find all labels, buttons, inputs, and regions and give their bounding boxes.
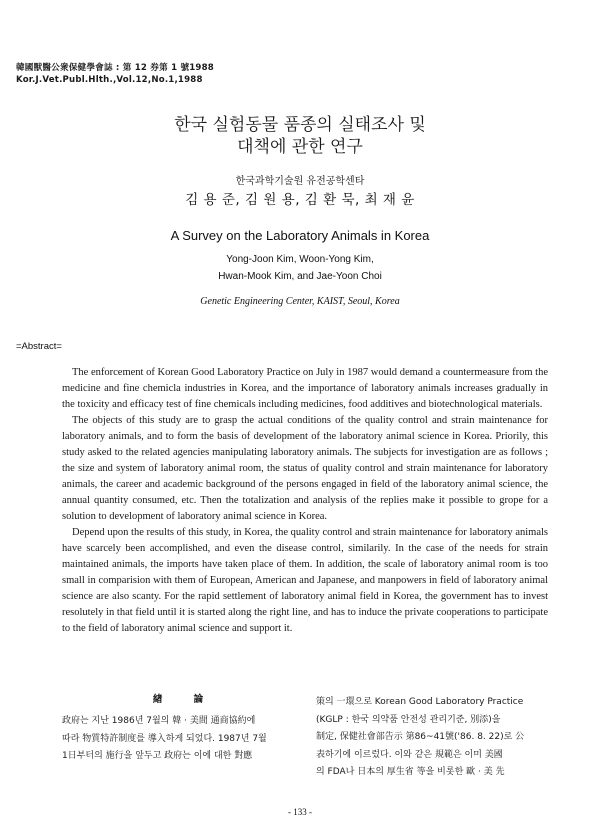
abstract-paragraph-1: The enforcement of Korean Good Laboratory Practice on July in 1987 would demand a countermeasure from the medicine and fine chemicla industries in Korea, and the importance of laboratory animals increases gradually in the toxicity and efficacy test of fine chemicals including medicines, food additives and biotechnological materials.: [62, 367, 548, 410]
korean-authors: 김 용 준, 김 원 용, 김 환 묵, 최 재 윤: [185, 192, 415, 208]
right-column-line: 制定, 保健社會部告示 第86~41號('86. 8. 22)로 公: [316, 732, 525, 742]
journal-citation-korean: 韓國獸醫公衆保健學會誌 : 第 12 券第 1 號1988: [16, 63, 214, 73]
left-column-line: 政府는 지난 1986년 7월의 韓 · 美間 通商協約에: [62, 716, 256, 726]
left-column-line: 1日부터의 施行을 앞두고 政府는 이에 대한 對應: [62, 751, 253, 761]
right-column-line: 策의 一環으로 Korean Good Laboratory Practice: [316, 697, 524, 707]
abstract-heading: =Abstract=: [16, 341, 62, 352]
body-right-column: [316, 694, 554, 782]
korean-title: [0, 114, 600, 158]
english-affiliation: Genetic Engineering Center, KAIST, Seoul, Korea: [200, 296, 400, 307]
abstract-paragraph-2: The objects of this study are to grasp the actual conditions of the quality control and strain maintenance for laboratory animals, and to form the basis of development of the laboratory animal science in Korea. Priorily, this study asked to the related agencies manipulating laboratory animals. The subjects for investigation are as follows ; the size and system of laboratory animal room, the status of quality control and strain maintenance for laboratory animals, the career and academic background of the persons engaged in field of the laboratory animal science, the annual quantity consumed, etc. Then the totalization and analysis of the replies make it possible to grope for a solution to development of laboratory animal science in Korea.: [62, 415, 548, 522]
english-authors-line-2: Hwan-Mook Kim, and Jae-Yoon Choi: [218, 271, 382, 282]
korean-title-line-1: 한국 실험동물 품종의 실태조사 및: [174, 115, 426, 135]
english-title: A Survey on the Laboratory Animals in Korea: [170, 228, 430, 243]
right-column-line: (KGLP : 한국 의약품 안전성 관리기준, 別添)을: [316, 714, 501, 725]
korean-title-line-2: 대책에 관한 연구: [237, 137, 363, 157]
abstract-body: [62, 365, 548, 637]
journal-citation-english: Kor.J.Vet.Publ.Hlth.,Vol.12,No.1,1988: [16, 75, 203, 85]
introduction-heading: 緖 論: [152, 694, 218, 705]
right-column-line: 表하기에 이르렀다. 이와 같은 規範은 이미 美國: [316, 749, 503, 760]
abstract-paragraph-3: Depend upon the results of this study, in Korea, the quality control and strain maintenance for laboratory animals have scarcely been accomplished, and even the disease control, similarily. In the case of the needs for strain maintained animals, the imports have taken place of them. In addition, the scale of laboratory animal room is too small in comparision with them of European, American and Japanese, and manpowers in field of laboratory animal science are also scanty. For the rapid settlement of laboratory animal field in Korea, the government has to invest resolutely in that field until it is started along the right line, and has to induce the private cooperations to participate to the field of laboratory animal science and support it.: [62, 527, 548, 634]
journal-citation-header: [16, 62, 214, 86]
english-authors-line-1: Yong-Joon Kim, Woon-Yong Kim,: [226, 254, 374, 265]
page-number: - 133 -: [288, 807, 312, 817]
right-column-text: [316, 694, 554, 782]
left-column-line: 따라 物質特許制度를 導入하게 되었다. 1987년 7월: [62, 733, 267, 744]
korean-affiliation: 한국과학기술원 유전공학센타: [235, 176, 365, 187]
left-column-text: [62, 713, 294, 766]
right-column-line: 의 FDA나 日本의 厚生省 等을 비롯한 歐 · 美 先: [316, 767, 505, 777]
english-authors: [0, 251, 600, 285]
body-left-column: [62, 694, 294, 766]
